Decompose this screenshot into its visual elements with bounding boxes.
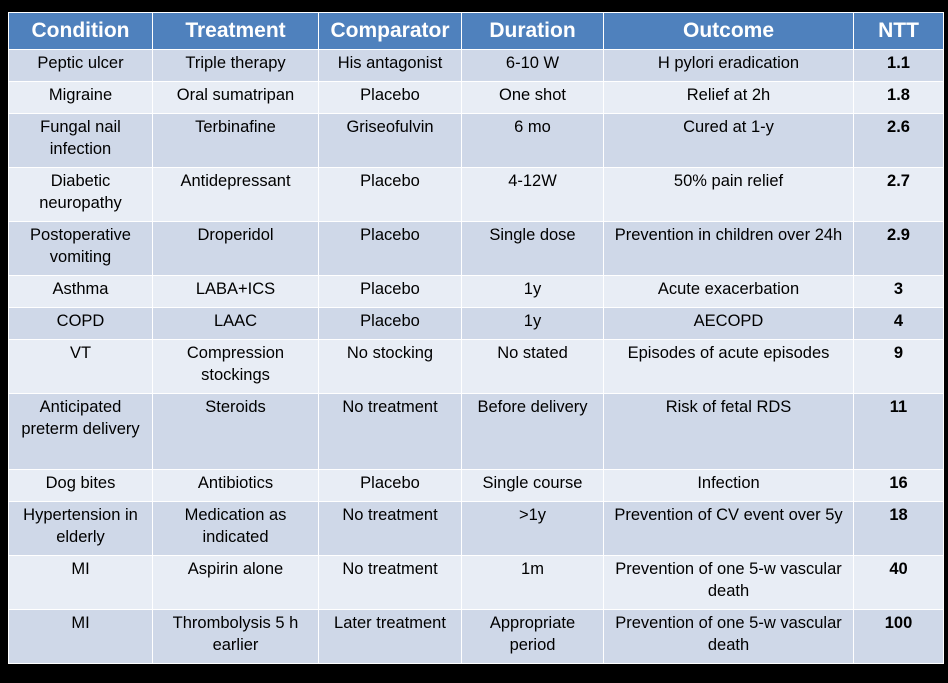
cell-ntt: 3 [854, 276, 944, 308]
header-condition: Condition [9, 13, 153, 50]
table-header-row [9, 13, 944, 50]
cell-comparator: Later treatment [319, 610, 462, 664]
cell-duration: One shot [462, 82, 604, 114]
cell-outcome: Relief at 2h [604, 82, 854, 114]
cell-comparator: No treatment [319, 502, 462, 556]
cell-comparator: Placebo [319, 222, 462, 276]
cell-condition: Anticipated preterm delivery [9, 394, 153, 470]
cell-outcome: Cured at 1-y [604, 114, 854, 168]
table-row [9, 50, 944, 82]
cell-condition: MI [9, 610, 153, 664]
table-row [9, 502, 944, 556]
cell-duration: 1y [462, 276, 604, 308]
header-treatment: Treatment [153, 13, 319, 50]
cell-duration: 4-12W [462, 168, 604, 222]
cell-comparator: No treatment [319, 556, 462, 610]
cell-condition: Fungal nail infection [9, 114, 153, 168]
table-row [9, 222, 944, 276]
cell-outcome: Risk of fetal RDS [604, 394, 854, 470]
cell-outcome: Infection [604, 470, 854, 502]
cell-comparator: Placebo [319, 168, 462, 222]
cell-duration: 6 mo [462, 114, 604, 168]
cell-ntt: 1.8 [854, 82, 944, 114]
header-duration: Duration [462, 13, 604, 50]
cell-treatment: Medication as indicated [153, 502, 319, 556]
table-row [9, 82, 944, 114]
table-row [9, 276, 944, 308]
cell-condition: Dog bites [9, 470, 153, 502]
cell-comparator: Placebo [319, 308, 462, 340]
cell-outcome: Prevention in children over 24h [604, 222, 854, 276]
cell-comparator: Placebo [319, 470, 462, 502]
cell-ntt: 2.6 [854, 114, 944, 168]
cell-ntt: 40 [854, 556, 944, 610]
cell-condition: VT [9, 340, 153, 394]
table-row [9, 394, 944, 470]
cell-treatment: LAAC [153, 308, 319, 340]
cell-ntt: 2.9 [854, 222, 944, 276]
cell-treatment: Steroids [153, 394, 319, 470]
cell-ntt: 4 [854, 308, 944, 340]
cell-ntt: 18 [854, 502, 944, 556]
cell-condition: Peptic ulcer [9, 50, 153, 82]
cell-condition: Postoperative vomiting [9, 222, 153, 276]
cell-outcome: 50% pain relief [604, 168, 854, 222]
header-ntt: NTT [854, 13, 944, 50]
cell-duration: >1y [462, 502, 604, 556]
cell-condition: COPD [9, 308, 153, 340]
cell-treatment: Compression stockings [153, 340, 319, 394]
cell-duration: 6-10 W [462, 50, 604, 82]
table-row [9, 470, 944, 502]
header-outcome: Outcome [604, 13, 854, 50]
table-row [9, 556, 944, 610]
table-body [9, 50, 944, 664]
cell-outcome: Prevention of one 5-w vascular death [604, 556, 854, 610]
table-row [9, 168, 944, 222]
cell-outcome: Prevention of one 5-w vascular death [604, 610, 854, 664]
cell-treatment: Aspirin alone [153, 556, 319, 610]
cell-treatment: Triple therapy [153, 50, 319, 82]
cell-outcome: Prevention of CV event over 5y [604, 502, 854, 556]
cell-comparator: No stocking [319, 340, 462, 394]
header-comparator: Comparator [319, 13, 462, 50]
table-row [9, 308, 944, 340]
cell-treatment: Thrombolysis 5 h earlier [153, 610, 319, 664]
table-row [9, 114, 944, 168]
cell-duration: 1y [462, 308, 604, 340]
cell-treatment: Droperidol [153, 222, 319, 276]
cell-ntt: 11 [854, 394, 944, 470]
cell-ntt: 16 [854, 470, 944, 502]
table-row [9, 610, 944, 664]
cell-outcome: AECOPD [604, 308, 854, 340]
cell-condition: Hypertension in elderly [9, 502, 153, 556]
cell-condition: MI [9, 556, 153, 610]
cell-outcome: Acute exacerbation [604, 276, 854, 308]
cell-ntt: 1.1 [854, 50, 944, 82]
cell-treatment: Antibiotics [153, 470, 319, 502]
cell-duration: Single dose [462, 222, 604, 276]
cell-ntt: 9 [854, 340, 944, 394]
cell-treatment: LABA+ICS [153, 276, 319, 308]
cell-comparator: No treatment [319, 394, 462, 470]
cell-comparator: Placebo [319, 276, 462, 308]
cell-condition: Migraine [9, 82, 153, 114]
ntt-table [8, 12, 944, 664]
cell-ntt: 2.7 [854, 168, 944, 222]
cell-comparator: Griseofulvin [319, 114, 462, 168]
cell-condition: Diabetic neuropathy [9, 168, 153, 222]
cell-duration: Before delivery [462, 394, 604, 470]
cell-duration: No stated [462, 340, 604, 394]
cell-outcome: H pylori eradication [604, 50, 854, 82]
cell-outcome: Episodes of acute episodes [604, 340, 854, 394]
cell-comparator: Placebo [319, 82, 462, 114]
cell-duration: 1m [462, 556, 604, 610]
table-row [9, 340, 944, 394]
cell-duration: Single course [462, 470, 604, 502]
cell-comparator: His antagonist [319, 50, 462, 82]
cell-ntt: 100 [854, 610, 944, 664]
cell-condition: Asthma [9, 276, 153, 308]
cell-duration: Appropriate period [462, 610, 604, 664]
cell-treatment: Terbinafine [153, 114, 319, 168]
cell-treatment: Antidepressant [153, 168, 319, 222]
cell-treatment: Oral sumatripan [153, 82, 319, 114]
